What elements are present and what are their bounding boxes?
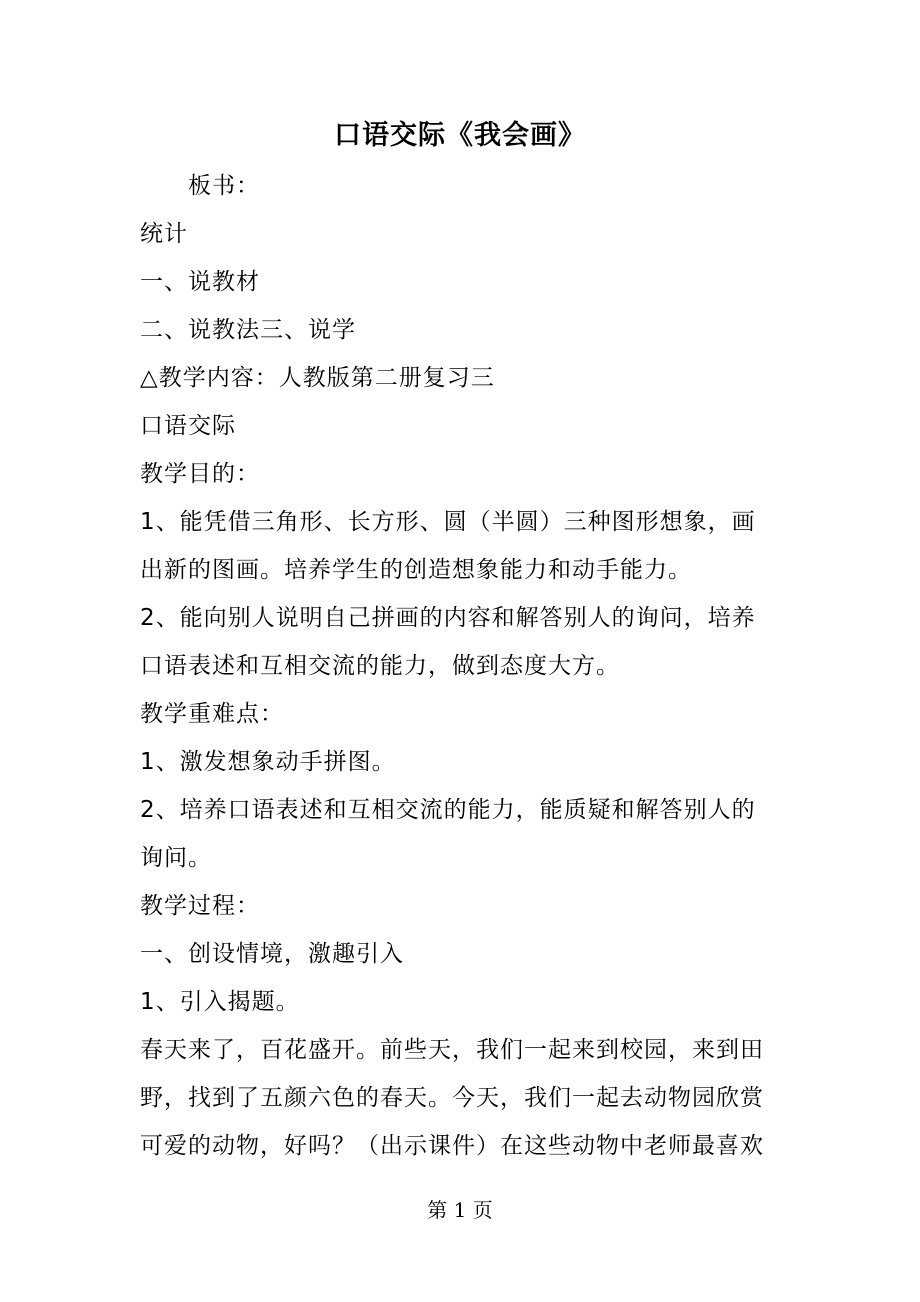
page-number: 第 1 页 (427, 1198, 493, 1222)
document-body (140, 162, 780, 1170)
text-line: 统计 (140, 221, 188, 247)
text-line: 一、创设情境，激趣引入 (140, 941, 404, 967)
text-line: 1、能凭借三角形、长方形、圆（半圆）三种图形想象，画 (140, 509, 756, 535)
text-line: 1、激发想象动手拼图。 (140, 749, 396, 775)
text-line: 口语表述和互相交流的能力，做到态度大方。 (140, 653, 620, 679)
text-line: 1、引入揭题。 (140, 989, 300, 1015)
text-line: 可爱的动物，好吗？（出示课件）在这些动物中老师最喜欢 (140, 1133, 764, 1159)
section-heading-key-points: 教学重难点： (140, 701, 284, 727)
text-line: △教学内容：人教版第二册复习三 (140, 365, 495, 391)
text-line: 询问。 (140, 845, 212, 871)
text-line: 一、说教材 (140, 269, 260, 295)
text-line: 春天来了，百花盛开。前些天，我们一起来到校园，来到田 (140, 1037, 764, 1063)
text-line: 2、能向别人说明自己拼画的内容和解答别人的询问，培养 (140, 605, 756, 631)
text-line-board: 板书： (188, 173, 260, 199)
document-title: 口语交际《我会画》 (334, 120, 586, 151)
section-heading-objectives: 教学目的： (140, 461, 260, 487)
text-line: 2、培养口语表述和互相交流的能力，能质疑和解答别人的 (140, 797, 756, 823)
text-line: 野，找到了五颜六色的春天。今天，我们一起去动物园欣赏 (140, 1085, 764, 1111)
text-line: 二、说教法三、说学 (140, 317, 356, 343)
text-line: 口语交际 (140, 413, 236, 439)
section-heading-process: 教学过程： (140, 893, 260, 919)
text-line: 出新的图画。培养学生的创造想象能力和动手能力。 (140, 557, 692, 583)
